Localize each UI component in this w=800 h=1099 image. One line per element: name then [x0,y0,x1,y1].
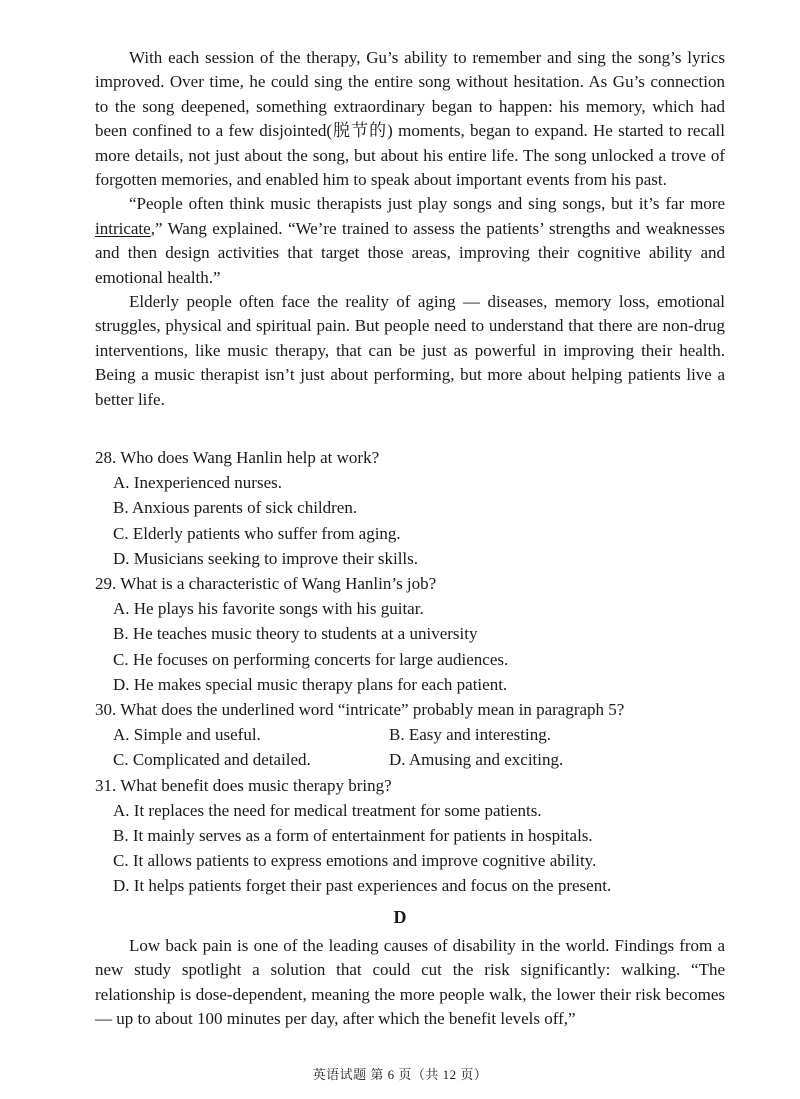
option-a: A. He plays his favorite songs with his guitar. [113,599,424,619]
question-stem: 29. What is a characteristic of Wang Hanlin’s job? [95,574,437,594]
option-b: B. Anxious parents of sick children. [113,498,358,518]
option-d: D. He makes special music therapy plans for each patient. [113,674,508,694]
option-c: C. He focuses on performing concerts for large audiences. [113,649,509,669]
option-a: A. It replaces the need for medical treatment for some patients. [113,800,542,820]
option-a: A. Inexperienced nurses. [113,473,282,493]
option-b: B. He teaches music theory to students at a university [113,624,478,644]
option-b: B. It mainly serves as a form of entertainment for patients in hospitals. [113,826,593,846]
paragraph: Elderly people often face the reality of aging — diseases, memory loss, emotional struggles, physical and spiritual pain. But people need to understand that there are non-drug interventions, like music therapy, that can be just as powerful in improving their health. Being a music therapist isn’t just about performing, but more about helping patients live a better life. [95,292,725,409]
option-c: C. Elderly patients who suffer from aging. [113,523,401,543]
option-c: C. Complicated and detailed. [113,750,311,770]
passage-d-text [95,934,725,1032]
underlined-word: intricate [95,218,151,238]
paragraph: “People often think music therapists just play songs and sing songs, but it’s far more intricate,” Wang explained. “We’re trained to assess the patients’ strengths and weaknesses and then design activities that target those areas, improving their cognitive ability and emotional health.” [95,194,725,287]
option-d: D. Amusing and exciting. [389,750,564,770]
section-heading: D [393,907,407,927]
page-footer: 英语试题 第 6 页（共 12 页） [312,1067,488,1082]
option-row [95,722,725,747]
option-a: A. Simple and useful. [113,725,261,745]
passage-c-text [95,46,725,412]
question-stem: 31. What benefit does music therapy bring? [95,775,392,795]
option-b: B. Easy and interesting. [389,725,551,745]
option-d: D. Musicians seeking to improve their skills. [113,548,419,568]
paragraph: Low back pain is one of the leading causes of disability in the world. Findings from a new study spotlight a solution that could cut the risk significantly: walking. “The relationship is dose-dependent, meaning the more people walk, the lower their risk becomes — up to about 100 minutes per day, after which the benefit levels off,” [95,936,725,1029]
question-stem: 30. What does the underlined word “intricate” probably mean in paragraph 5? [95,700,625,720]
option-c: C. It allows patients to express emotions and improve cognitive ability. [113,851,597,871]
paragraph: With each session of the therapy, Gu’s ability to remember and sing the song’s lyrics improved. Over time, he could sing the entire song without hesitation. As Gu’s connection to the song deepened, something extraordinary began to happen: his memory, which had been confined to a few disjointed(脱节的) moments, began to expand. He started to recall more details, not just about the song, but about his entire life. The song unlocked a trove of forgotten memories, and enabled him to speak about important events from his past. [95,48,725,190]
option-row [95,747,725,772]
option-d: D. It helps patients forget their past experiences and focus on the present. [113,876,612,896]
questions [95,445,725,899]
question-stem: 28. Who does Wang Hanlin help at work? [95,448,380,467]
